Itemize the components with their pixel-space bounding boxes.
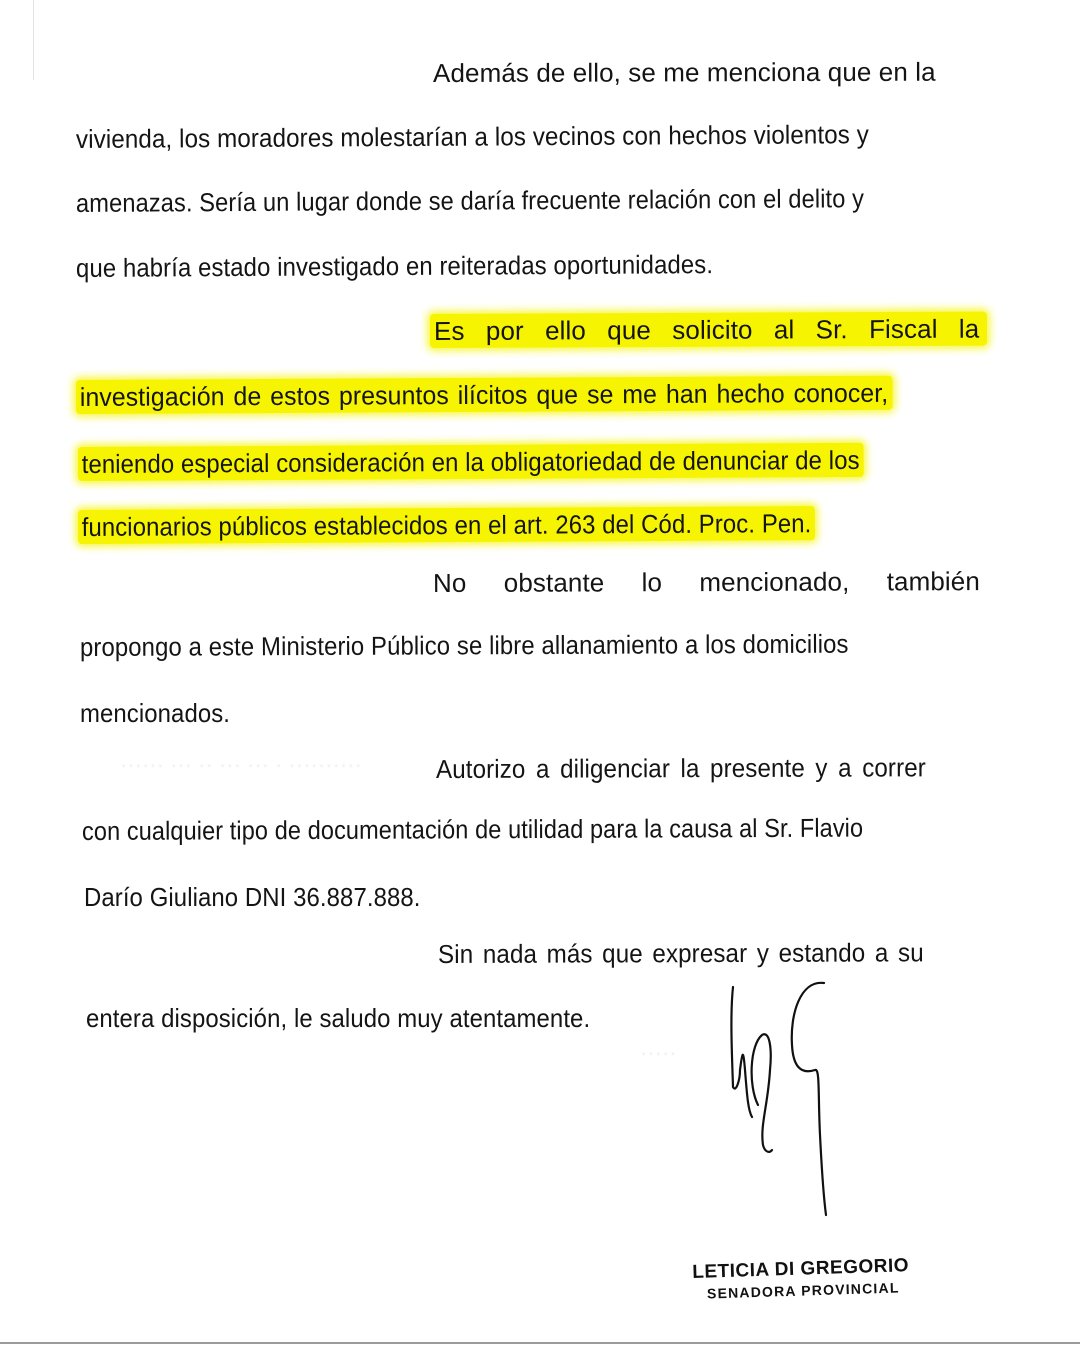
text-line: Darío Giuliano DNI 36.887.888.: [84, 882, 421, 912]
bleed-through-text: ·····: [640, 1040, 677, 1065]
paragraph-4-line-2: [82, 812, 945, 846]
text-line: No obstante lo mencionado, también: [432, 566, 980, 598]
paragraph-2-line-1: [430, 312, 987, 348]
bleed-through-text: ······ ··· ·· ··· ··· · ··········: [120, 752, 362, 777]
page-bottom-border: [0, 1342, 1080, 1344]
paragraph-3-line-3: [80, 698, 243, 728]
text-line: vivienda, los moradores molestarían a los vecinos con hechos violentos y: [75, 119, 870, 154]
paragraph-2-line-2: [76, 376, 931, 414]
paragraph-2-line-4: [78, 506, 879, 544]
paragraph-2-line-3: [78, 443, 932, 481]
paragraph-1-line-3: [76, 182, 988, 218]
paragraph-1-line-1: [433, 57, 988, 88]
highlighted-text: Es por ello que solicito al Sr. Fiscal la: [430, 312, 987, 348]
paragraph-4-line-1: [436, 752, 963, 784]
text-line: con cualquier tipo de documentación de utilidad para la causa al Sr. Flavio: [81, 812, 864, 846]
paragraph-1-line-2: [76, 118, 988, 154]
text-line: mencionados.: [80, 698, 231, 728]
paragraph-4-line-3: [84, 882, 450, 912]
paragraph-3-line-2: [80, 628, 916, 662]
page-edge-line: [33, 0, 34, 80]
text-line: entera disposición, le saludo muy atentamente.: [86, 1003, 591, 1033]
signer-name: LETICIA DI GREGORIO: [692, 1255, 910, 1283]
highlighted-text: funcionarios públicos establecidos en el art. 263 del Cód. Proc. Pen.: [78, 506, 815, 544]
text-line: propongo a este Ministerio Público se libre allanamiento a los domicilios: [79, 628, 849, 662]
text-line: Además de ello, se me menciona que en la: [432, 56, 936, 88]
handwritten-signature: [700, 975, 850, 1220]
signer-title: SENADORA PROVINCIAL: [706, 1279, 900, 1302]
paragraph-5-line-2: [86, 1003, 634, 1033]
paragraph-5-line-1: [438, 937, 960, 969]
paragraph-3-line-1: [433, 566, 985, 598]
text-line: Autorizo a diligenciar la presente y a correr: [435, 752, 926, 784]
highlighted-text: teniendo especial consideración en la obligatoriedad de denunciar de los: [78, 443, 863, 481]
paragraph-1-line-4: [76, 249, 769, 283]
text-line: Sin nada más que expresar y estando a su: [437, 937, 924, 969]
text-line: amenazas. Sería un lugar donde se daría frecuente relación con el delito y: [75, 183, 865, 218]
text-line: que habría estado investigado en reiteradas oportunidades.: [75, 249, 714, 283]
signature-stamp: [692, 1255, 910, 1302]
highlighted-text: investigación de estos presuntos ilícitos que se me han hecho conocer,: [76, 376, 892, 414]
